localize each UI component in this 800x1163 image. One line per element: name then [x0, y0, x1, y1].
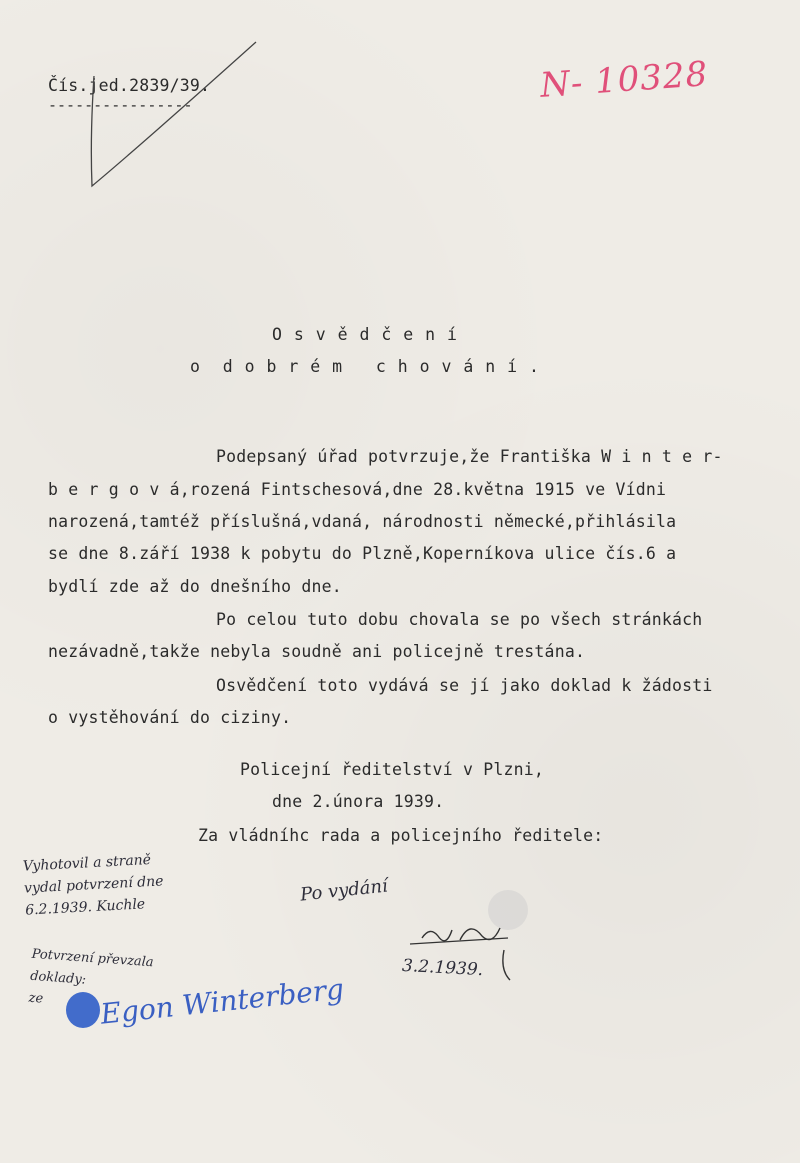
reference-underline: ----------------	[48, 96, 193, 114]
body-line: narozená,tamtéž příslušná,vdaná, národnosti německé,přihlásila	[48, 512, 677, 531]
body-line: nezávadně,takže nebyla soudně ani policejně trestána.	[48, 642, 586, 661]
body-line: bydlí zde až do dnešního dne.	[48, 577, 342, 596]
body-line: se dne 8.září 1938 k pobytu do Plzně,Koperníkova ulice čís.6 a	[48, 544, 677, 563]
body-line: Podepsaný úřad potvrzuje,že Františka W i n t e r-	[216, 447, 723, 466]
ink-blot	[66, 992, 100, 1028]
issue-date: dne 2.února 1939.	[272, 792, 445, 811]
archive-number: N- 10328	[538, 54, 710, 106]
document-title: O s v ě d č e n í	[272, 325, 458, 344]
body-line: b e r g o v á,rozená Fintschesová,dne 28.května 1915 ve Vídni	[48, 480, 667, 499]
handwritten-po-vydani: Po vydání	[299, 875, 389, 906]
applicant-signature: Egon Winterberg	[98, 972, 346, 1031]
body-line: Po celou tuto dobu chovala se po všech stránkách	[216, 610, 703, 629]
body-line: Osvědčení toto vydává se jí jako doklad k žádosti	[216, 676, 713, 695]
issuing-authority: Policejní ředitelství v Plzni,	[240, 760, 545, 779]
handwritten-note-issued: Vyhotovil a straně vydal potvrzení dne 6.2.1939. Kuchle	[22, 851, 164, 919]
on-behalf-line: Za vládníhc rada a policejního ředitele:	[198, 826, 604, 845]
reference-number: Čís.jed.2839/39.	[48, 76, 211, 95]
document-subtitle: o d o b r é m c h o v á n í .	[190, 357, 540, 376]
pencil-check-mark	[80, 36, 270, 206]
handwritten-sign-date: 3.2.1939.	[401, 955, 484, 981]
handwritten-note-received: Potvrzení převzala doklady: ze	[28, 946, 155, 1007]
body-line: o vystěhování do ciziny.	[48, 708, 292, 727]
